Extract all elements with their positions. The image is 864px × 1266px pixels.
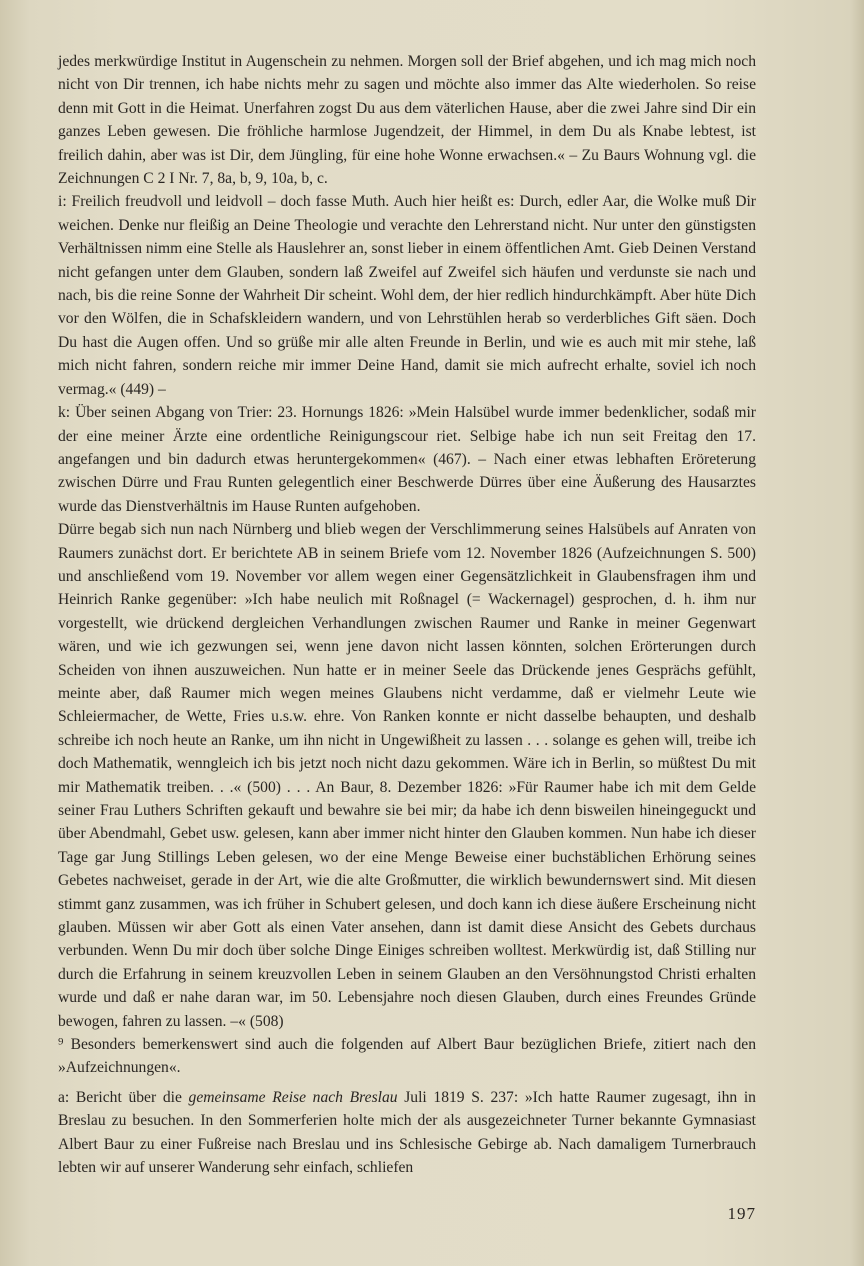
page-number: 197 [727, 1204, 756, 1223]
note-i: i: Freilich freudvoll und leidvoll – doch fasse Muth. Auch hier heißt es: Durch, edler Aar, die Wolke muß Dir weichen. Denke nur fleißig an Deine Theologie und verachte den Lehrerstand nicht. Nur unter den günstigsten Verhältnissen nimm eine Stelle als Hauslehrer an, sonst lieber in einem öffentlichen Amt. Gieb Deinen Verstand nicht gefangen unter dem Glauben, sondern laß Zweifel auf Zweifel sich häufen und verdunste sie nach und nach, bis die reine Sonne der Wahrheit Dir scheint. Wohl dem, der hier redlich hindurchkämpft. Aber hüte Dich vor den Wölfen, die in Schafskleidern wandern, und von Lehrstühlen herab so verderbliches Gift säen. Doch Du hast die Augen offen. Und so grüße mir alle alten Freunde in Berlin, und wie es auch mit mir stehe, laß mich nicht fahren, sondern reiche mir immer Deine Hand, damit sie mich aufrecht erhalte, soviel ich noch vermag.« (449) – [58, 193, 756, 398]
note-a-lead: a: Bericht über die [58, 1088, 189, 1106]
text-body [58, 50, 756, 1180]
paragraph-duerre: Dürre begab sich nun nach Nürnberg und blieb wegen der Verschlimmerung seines Halsübels auf Anraten von Raumers zunächst dort. Er berichtete AB in seinem Briefe vom 12. November 1826 (Aufzeichnungen S. 500) und anschließend vom 19. November vor allem wegen einer Gegensätzlichkeit in Glaubensfragen ihm und Heinrich Ranke gegenüber: »Ich habe neulich mit Roßnagel (= Wackernagel) gesprochen, d. h. ihm nur vorgestellt, wie drückend dergleichen Verhandlungen zwischen Raumer und Ranke in meiner Gegenwart wären, und wie ich gezwungen sei, wenn jene davon nicht lassen könnten, solchen Erörterungen durch Scheiden von ihnen auszuweichen. Nun hatte er in meiner Seele das Drückende jenes Gesprächs gefühlt, meinte aber, daß Raumer mich wegen meines Glaubens nicht verdamme, daß er vielmehr Leute wie Schleiermacher, de Wette, Fries u.s.w. ehre. Von Ranken konnte er nicht dasselbe behaupten, und deshalb schreibe ich noch heute an Ranke, um ihn nicht in Ungewißheit zu lassen . . . solange es gehen will, treibe ich doch Mathematik, wenngleich ich bis jetzt noch nicht dazu gekommen. Wäre ich in Berlin, so müßtest Du mit mir Mathematik treiben. . .« (500) . . . An Baur, 8. Dezember 1826: »Für Raumer habe ich mit dem Gelde seiner Frau Luthers Schriften gekauft und bewahre sie bei mir; da habe ich denn bisweilen hineingeguckt und über Abendmahl, Gebet usw. gelesen, kann aber immer nicht hinter den Glauben kommen. Nun habe ich dieser Tage gar Jung Stillings Leben gelesen, wo der eine Menge Beweise einer buchstäblichen Erhörung seines Gebetes nachweiset, gerade in der Art, wie die alte Großmutter, die wirklich bewundernswert sind. Mit diesen stimmt ganz zusammen, was ich früher in Schubert gelesen, und doch kann ich diese äußere Erscheinung nicht glauben. Müssen wir aber Gott als einen Vater ansehen, dann ist damit diese Ansicht des Gebets durchaus verbunden. Wenn Du mir doch über solche Dinge Einiges schreiben wolltest. Merkwürdig ist, daß Stilling nur durch die Erfahrung in seinem kreuzvollen Leben in seinem Glauben an den Versöhnungstod Christi erhalten wurde und daß er nahe daran war, im 50. Lebensjahre noch diesen Glauben, durch eines Freundes Gründe bewogen, fahren zu lassen. –« (508) [58, 521, 756, 1030]
note-a-rest: Juli 1819 S. 237: »Ich hatte Raumer zugesagt, ihn in Breslau zu besuchen. In den Sommerferien holte mich der als ausgezeichneter Turner bekannte Gymnasiast Albert Baur zu einer Fußreise nach Breslau und ins Schlesische Gebirge ab. Nach damaligem Turnerbrauch lebten wir auf unserer Wanderung sehr einfach, schliefen [58, 1088, 756, 1177]
paragraph-continuation: jedes merkwürdige Institut in Augenschein zu nehmen. Morgen soll der Brief abgehen, und ich mag mich noch nicht von Dir trennen, ich habe nichts mehr zu sagen und möchte also immer das Alte wiederholen. So reise denn mit Gott in die Heimat. Unerfahren zogst Du aus dem väterlichen Hause, aber die zwei Jahre sind Dir ein ganzes Leben gewesen. Die fröhliche harmlose Jugendzeit, der Himmel, in dem Du als Knabe lebtest, ist freilich dahin, aber was ist Dir, dem Jüngling, für eine hohe Wonne erwachsen.« – Zu Baurs Wohnung vgl. die Zeichnungen C 2 I Nr. 7, 8a, b, 9, 10a, b, c. [58, 53, 756, 188]
note-k: k: Über seinen Abgang von Trier: 23. Hornungs 1826: »Mein Halsübel wurde immer bedenklicher, sodaß mir der eine meiner Ärzte eine ordentliche Reinigungscour riet. Selbige habe ich nun seit Freitag den 17. angefangen und bin dadurch etwas heruntergekommen« (467). – Nach einer etwas lebhaften Eröreterung zwischen Dürre und Frau Runten gelegentlich einer Beschwerde Dürres über eine Äußerung des Hausarztes wurde das Dienstverhältnis im Hause Runten aufgehoben. [58, 404, 756, 515]
note-a-italic: gemeinsame Reise nach Breslau [188, 1088, 398, 1106]
note-a [58, 1086, 756, 1180]
footnote-9: ⁹ Besonders bemerkenswert sind auch die folgenden auf Albert Baur bezüglichen Briefe, zitiert nach den »Aufzeichnungen«. [58, 1036, 756, 1077]
